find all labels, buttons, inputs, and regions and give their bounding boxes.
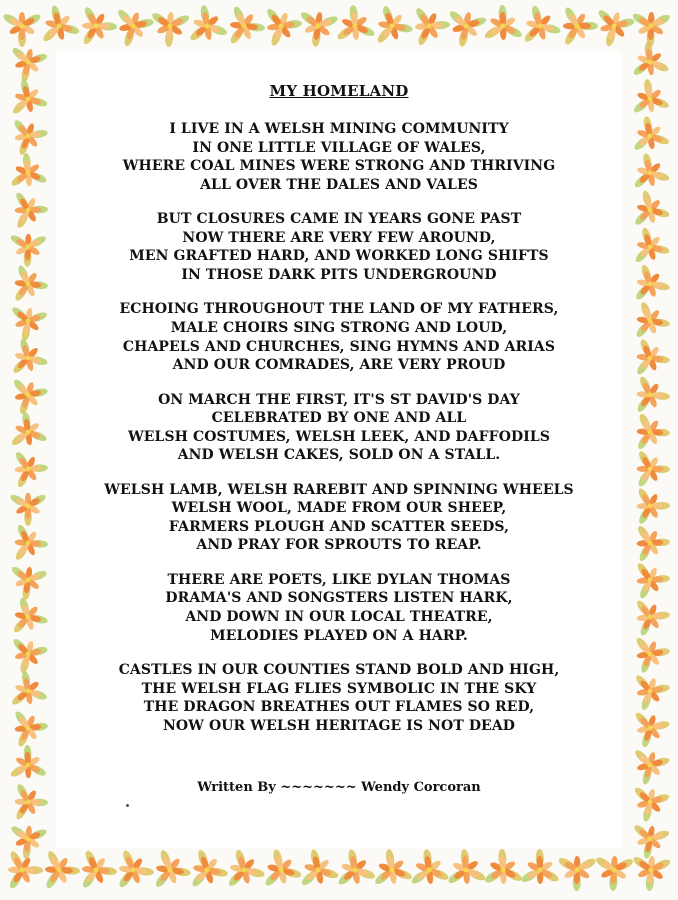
poem-line: CASTLES IN OUR COUNTIES STAND BOLD AND HIGH,: [118, 662, 560, 679]
poem-line: AND WELSH CAKES, SOLD ON A STALL.: [177, 447, 501, 464]
poinsettia-flower-icon: [5, 45, 49, 85]
poinsettia-flower-icon: [474, 1, 525, 54]
poem-line: THE WELSH FLAG FLIES SYMBOLIC IN THE SKY: [141, 680, 537, 697]
poinsettia-flower-icon: [589, 7, 637, 52]
poinsettia-flower-icon: [363, 2, 416, 55]
poem-line: ALL OVER THE DALES AND VALES: [200, 176, 478, 193]
poem-line: THERE ARE POETS, LIKE DYLAN THOMAS: [167, 571, 511, 588]
poem-line: I LIVE IN A WELSH MINING COMMUNITY: [169, 121, 509, 137]
poem-line: THE DRAGON BREATHES OUT FLAMES SO RED,: [143, 699, 535, 716]
poem-line: CELEBRATED BY ONE AND ALL: [211, 410, 467, 427]
poinsettia-flower-icon: [511, 2, 564, 55]
poinsettia-flower-icon: [442, 8, 489, 51]
stanza: [0, 120, 678, 194]
poem-line: BUT CLOSURES CAME IN YEARS GONE PAST: [156, 211, 522, 228]
poinsettia-flower-icon: [474, 845, 525, 898]
poem-line: FARMERS PLOUGH AND SCATTER SEEDS,: [168, 518, 510, 535]
poinsettia-flower-icon: [107, 6, 156, 52]
poinsettia-flower-icon: [326, 1, 378, 54]
poem-line: NOW OUR WELSH HERITAGE IS NOT DEAD: [162, 717, 516, 734]
poem-line: IN THOSE DARK PITS UNDERGROUND: [181, 266, 497, 283]
poem-line: MELODIES PLAYED ON A HARP.: [210, 627, 468, 644]
poinsettia-flower-icon: [556, 856, 597, 892]
poinsettia-flower-icon: [512, 845, 563, 898]
poem-line: CHAPELS AND CHURCHES, SING HYMNS AND ARIAS: [122, 338, 556, 355]
poinsettia-flower-icon: [400, 845, 452, 898]
poem-title: MY HOMELAND: [269, 82, 409, 100]
stanza: [0, 300, 678, 374]
poem-line: MEN GRAFTED HARD, AND WORKED LONG SHIFTS: [129, 248, 549, 265]
poem-line: ON MARCH THE FIRST, IT'S ST DAVID'S DAY: [158, 391, 520, 408]
poinsettia-flower-icon: [593, 855, 635, 892]
poem-line: WELSH WOOL, MADE FROM OUR SHEEP,: [171, 500, 507, 517]
stanza: [0, 571, 678, 645]
poem-line: DRAMA'S AND SONGSTERS LISTEN HARK,: [165, 590, 513, 607]
poinsettia-flower-icon: [148, 11, 191, 49]
poem-body: [0, 120, 678, 751]
poem-line: AND PRAY FOR SPROUTS TO REAP.: [196, 537, 482, 554]
poem-line: AND OUR COMRADES, ARE VERY PROUD: [172, 357, 506, 374]
poinsettia-flower-icon: [627, 822, 671, 862]
stanza: [0, 661, 678, 735]
poinsettia-flower-icon: [178, 2, 231, 55]
poinsettia-flower-icon: [2, 12, 42, 47]
poem-line: MALE CHOIRS SING STRONG AND LOUD,: [170, 319, 508, 336]
poem-line: IN ONE LITTLE VILLAGE OF WALES,: [192, 139, 486, 156]
print-speck: [126, 804, 129, 807]
stanza: [0, 481, 678, 555]
poinsettia-flower-icon: [295, 9, 340, 49]
stanza: [0, 210, 678, 284]
author-byline: Written By ~~~~~~~ Wendy Corcoran: [197, 780, 481, 795]
poinsettia-flower-icon: [0, 848, 47, 899]
poinsettia-flower-icon: [630, 11, 672, 47]
poem-line: WELSH LAMB, WELSH RAREBIT AND SPINNING WHEELS: [104, 481, 574, 498]
poinsettia-flower-icon: [437, 845, 489, 898]
poinsettia-flower-icon: [30, 2, 83, 55]
poem-line: AND DOWN IN OUR LOCAL THEATRE,: [185, 609, 493, 626]
poem-line: NOW THERE ARE VERY FEW AROUND,: [182, 229, 496, 246]
poem-line: WHERE COAL MINES WERE STRONG AND THRIVING: [122, 158, 556, 175]
poem-line: WELSH COSTUMES, WELSH LEEK, AND DAFFODILS: [127, 428, 551, 445]
stanza: [0, 391, 678, 465]
poinsettia-flower-icon: [629, 854, 672, 892]
poem-line: ECHOING THROUGHOUT THE LAND OF MY FATHERS,: [119, 301, 559, 318]
